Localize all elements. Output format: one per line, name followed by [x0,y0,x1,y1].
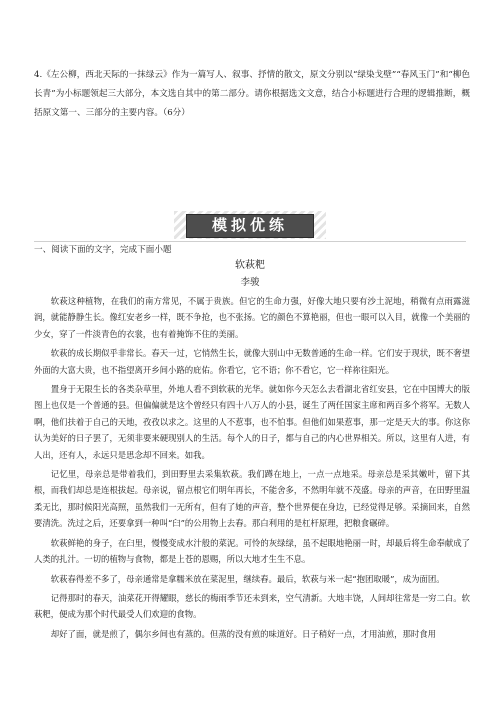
section-banner [174,211,326,239]
article-author: 李骏 [240,277,260,288]
article-title: 软萩粑 [235,260,265,271]
article-paragraph: 软萩的成长期似乎非常长。春天一过，它悄然生长，就像大别山中无数普通的生命一样。它们安于现状，既不奢望外面的大富大贵，也不指望离开乡间小路的庇佑。你看它，它不语；你不看它，它一样祢往阳光。 [34,348,470,375]
article-paragraph: 软萩鲜艳的身子，在臼里，慢慢变成水汁般的菜泥。可怜的灰绿绿，虽不起眼地艳丽一时，却最后将生命奉献成了人类的扎汁。一切的植物与食物，都是上苍的恩赐，所以大地才生生不息。 [34,537,470,565]
divider [34,241,466,242]
article-paragraph: 软萩这种植物，在我们的南方常见，不属于贵族。但它的生命力强，好像大地只要有沙土泥地，稍微有点雨露滋润，就能静静生长。像红安老乡一样，既不争抢，也不张扬。它的颜色不算艳丽，但也一眼可以入目，就像一个美丽的少女，穿了一件淡青色的衣裳，也有着掩饰不住的美丽。 [34,296,470,339]
article-body [34,293,470,645]
article-paragraph: 记得那时的春天，油菜花开得耀眼，慈长的梅雨季节还未到来，空气清新。大地丰饶，人间却往常是一穷二白。软萩粑，便成为那个时代最受人们欢迎的食物。 [34,592,470,620]
article-paragraph: 却好了面，就是煎了，偶尔乡间也有蒸的。但蒸的没有煎的味道好。日子稍好一点，才用油煎，那时食用 [50,628,437,639]
article-paragraph: 软萩春得差不多了，母亲通常是拿糯米放在菜泥里，继续舂。最后，软萩与米一起“抱团取暖”，成为面团。 [50,573,445,584]
article-paragraph: 记忆里，母亲总是带着我们，到田野里去采集软萩。我们蹲在地上，一点一点地采。母亲总是采其嫩叶，留下其根，而我们却总是连根拔起。母亲说，留点根它们明年再长，不能舍多，不然明年就不茂盛。母亲的声音，在田野里温柔无比，那时候阳光高照，虽然我们一无所有，但有了她的声音，整个世界便在身边，已经觉得足够。采摘回来，自然要清洗。洗过之后，还要拿到一种叫“臼”的公用物上去舂。那白利用的是杠杆原理，把粮食碾碎。 [34,469,470,529]
section-heading: 一、阅读下面的文字，完成下面小题 [34,245,172,255]
article-paragraph: 置身于无限生长的各类杂草里，外地人看不到软萩的光华。就如你今天怎么去看湖北省红安县，它在中国博大的版图上也仅是一个普通的县。但偏偏就是这个曾经只有四十八万人的小县，诞生了两任国家主席和两百多个将军。无数人啊，他们扶着于自己的天地，孜孜以求之。这里的人不惹事，也不怕事。但他们如果惹事，那一定是天大的事。你这你认为美好的日子罢了，无须非要来硬现别人的生活。每个人的日子，都与自己的内心世界相关。所以，这里有人进，有人出，还有人，永远只是思念却不回来。如我。 [34,384,470,460]
banner-title: 模拟优练 [211,216,288,234]
question-4: 4.《左公柳，西北天际的一抹绿云》作为一篇写人、叙事、抒情的散文，原文分别以“绿染戈壁”“春风玉门”和“柳色长青”为小标题领起三大部分，本文选自其中的第二部分。请你根据选文文意，结合小标题进行合理的逻辑推断，概括原文第一、三部分的主要内容。（6分） [34,70,470,118]
